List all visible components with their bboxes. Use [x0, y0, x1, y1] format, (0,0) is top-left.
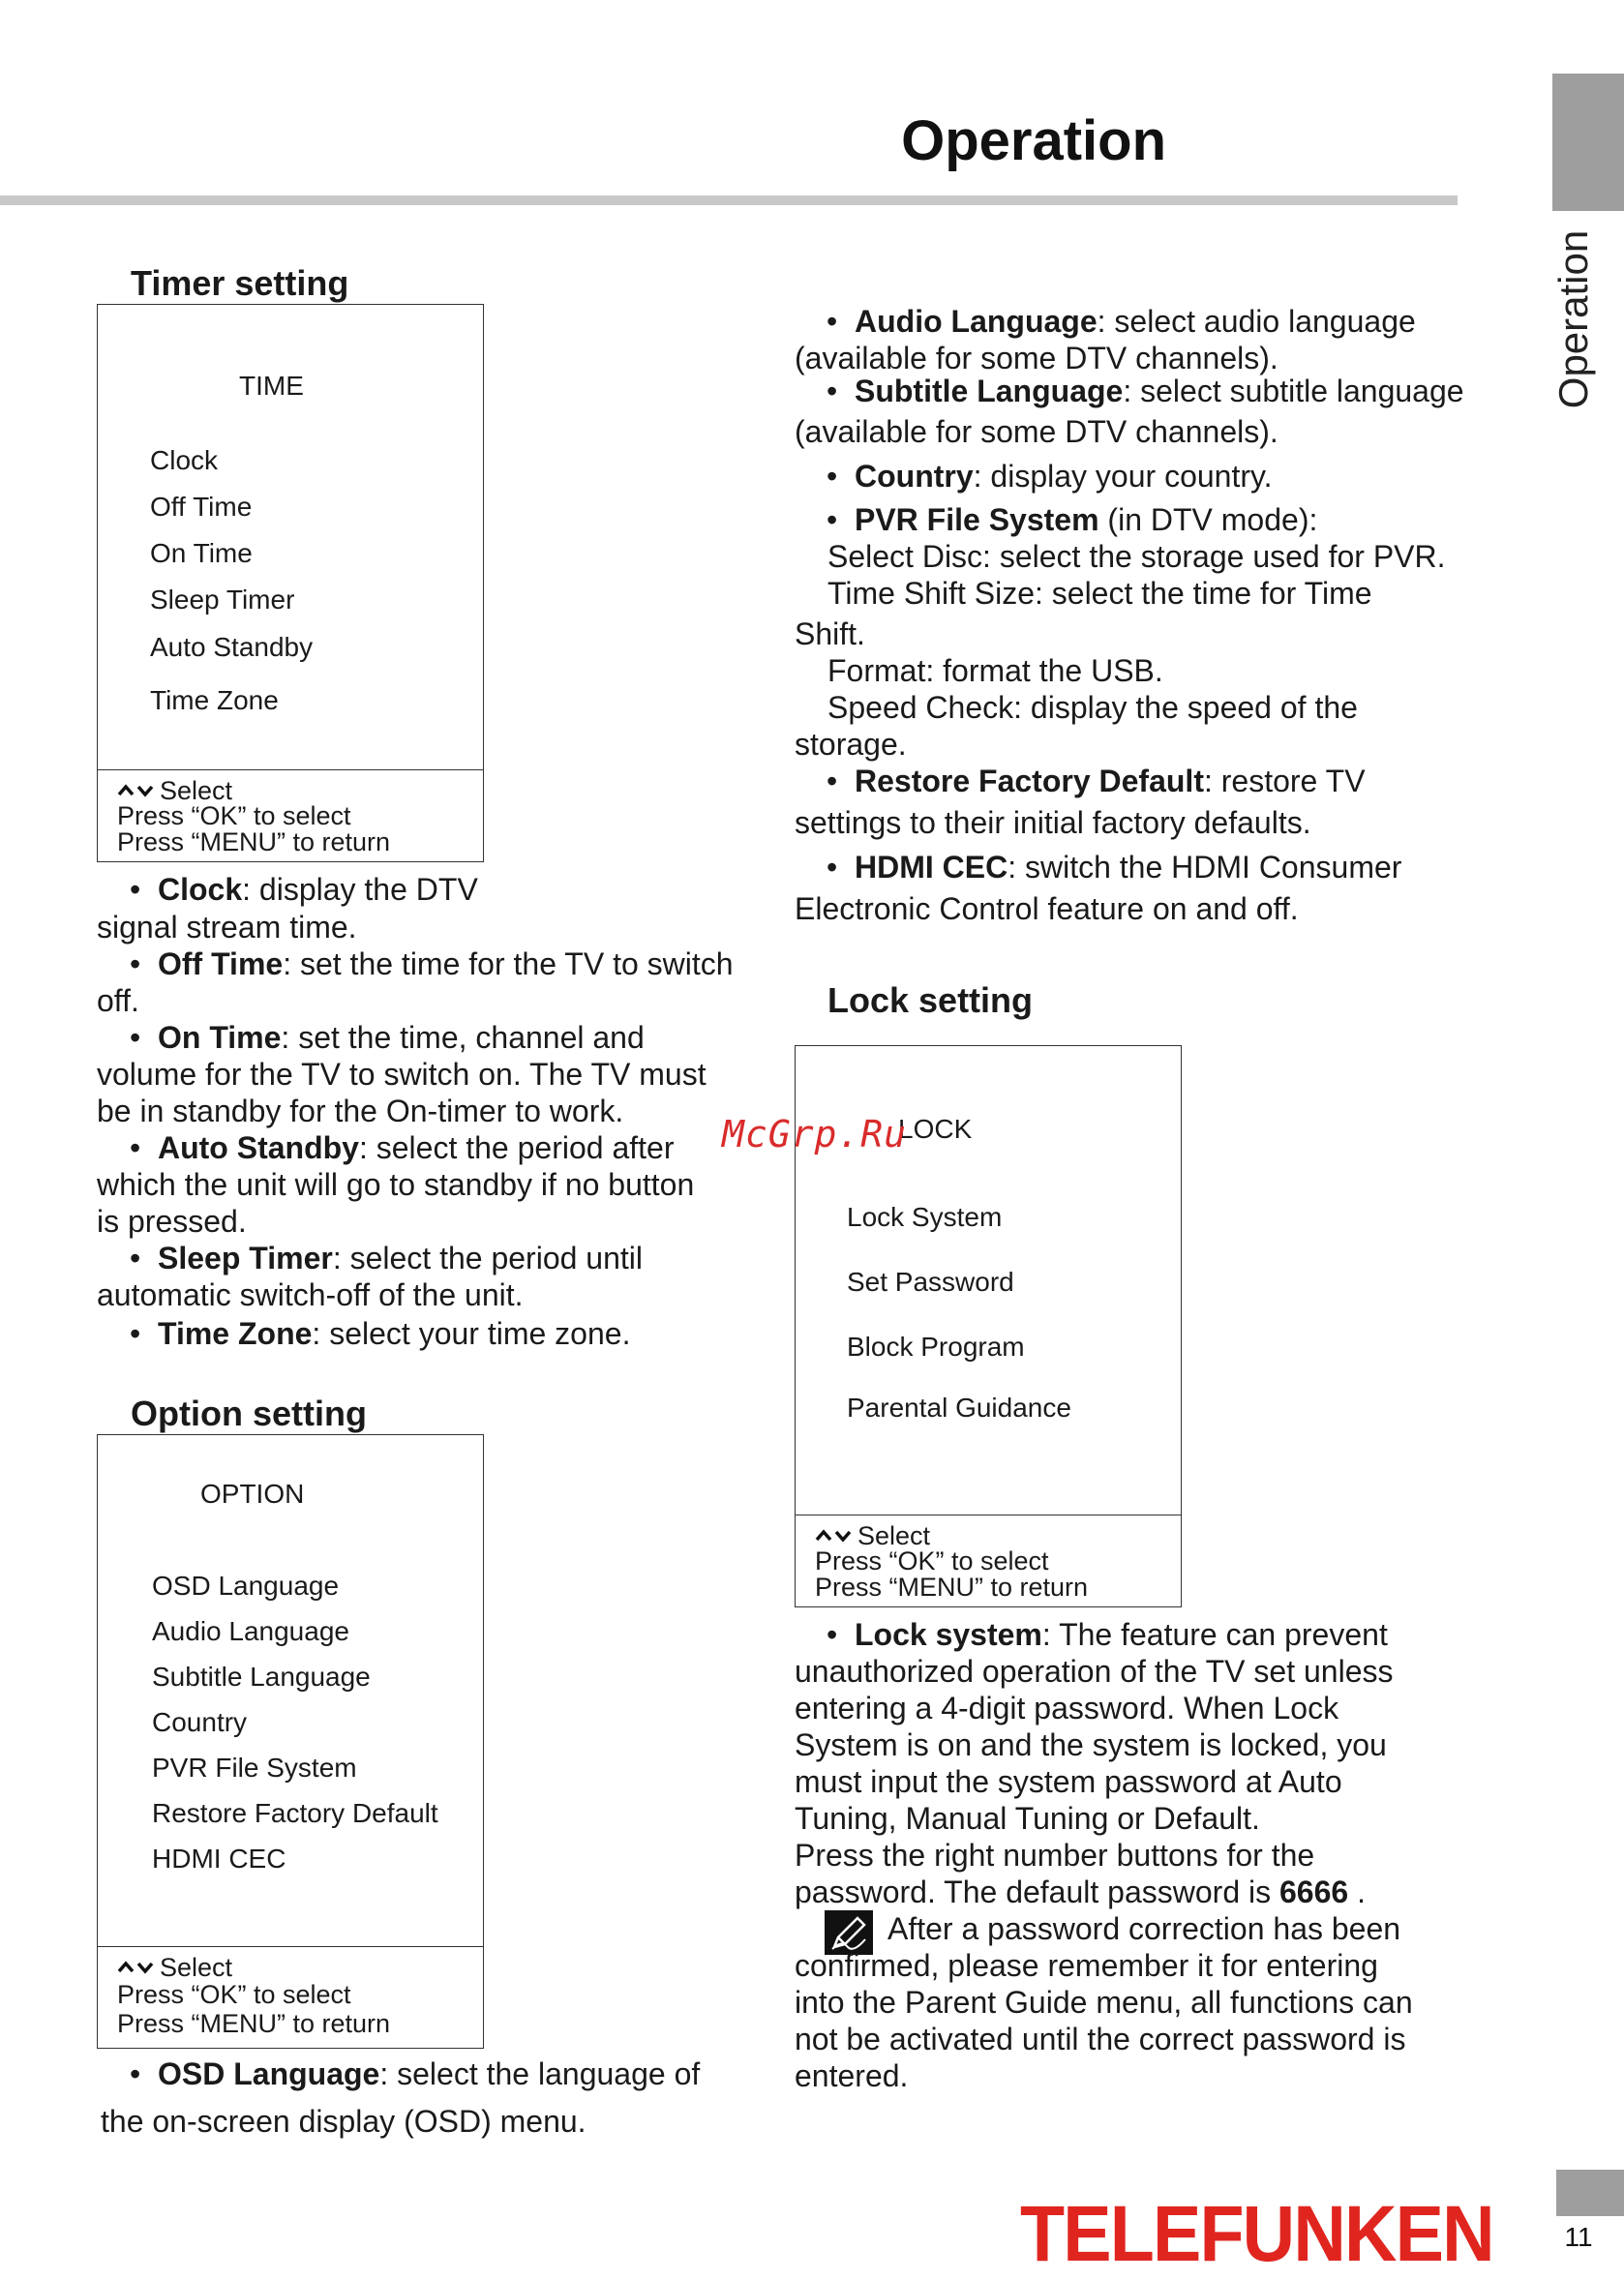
option-desc-line: • HDMI CEC: switch the HDMI Consumer: [827, 850, 1402, 885]
option-desc-line: (available for some DTV channels).: [795, 414, 1278, 449]
timer-menu-item: Clock: [150, 445, 219, 475]
timer-menu-item: Sleep Timer: [150, 585, 295, 615]
option-menu-footer: [98, 1946, 483, 2049]
option-menu-heading: OPTION: [200, 1479, 305, 1509]
lock-desc-line: System is on and the system is locked, you: [795, 1727, 1387, 1762]
option-desc-line: Shift.: [795, 616, 865, 651]
option-desc-line: Select Disc: select the storage used for PVR.: [827, 539, 1446, 574]
option-menu-item: OSD Language: [152, 1571, 340, 1601]
side-tab-marker: [1552, 74, 1624, 211]
menu-hint: Press “MENU” to return: [117, 2009, 391, 2038]
timer-desc-line: • Time Zone: select your time zone.: [130, 1316, 631, 1351]
timer-menu-item: On Time: [150, 538, 253, 568]
footer-tab-marker: [1556, 2170, 1624, 2216]
menu-hint: Press “MENU” to return: [117, 827, 391, 856]
lock-desc-line: confirmed, please remember it for entering: [795, 1948, 1378, 1983]
lock-desc-line: Tuning, Manual Tuning or Default.: [795, 1801, 1260, 1836]
lock-menu-item: Lock System: [847, 1202, 1003, 1232]
ok-hint: Press “OK” to select: [117, 801, 351, 830]
lock-desc-line: into the Parent Guide menu, all functions can: [795, 1985, 1413, 2020]
brand-logo: TELEFUNKEN: [1020, 2190, 1493, 2278]
lock-menu-footer: [796, 1515, 1181, 1607]
lock-section-title: Lock setting: [827, 980, 1034, 1020]
timer-desc-line: is pressed.: [97, 1204, 247, 1239]
lock-menu-item: Parental Guidance: [847, 1393, 1071, 1423]
timer-menu-box: [97, 304, 484, 862]
menu-hint: Press “MENU” to return: [815, 1573, 1089, 1602]
up-down-arrows-icon: [117, 782, 160, 799]
lock-desc-line: After a password correction has been: [887, 1911, 1401, 1946]
timer-desc-line: automatic switch-off of the unit.: [97, 1277, 524, 1312]
timer-menu-item: Auto Standby: [150, 632, 314, 662]
lock-menu-item: Set Password: [847, 1267, 1014, 1297]
lock-desc-line: password. The default password is 6666 .: [795, 1875, 1366, 1909]
option-desc-line: • Subtitle Language: select subtitle language: [827, 374, 1464, 408]
timer-desc-line: • Off Time: set the time for the TV to switch: [130, 946, 734, 981]
option-desc-line: the on-screen display (OSD) menu.: [101, 2104, 586, 2139]
lock-desc-line: must input the system password at Auto: [795, 1764, 1342, 1799]
option-desc-line: • OSD Language: select the language of: [130, 2056, 701, 2091]
option-desc-line: • Restore Factory Default: restore TV: [827, 764, 1366, 798]
header-rule: [0, 195, 1458, 205]
timer-desc-line: • Auto Standby: select the period after: [130, 1130, 675, 1165]
option-desc-line: settings to their initial factory defaults.: [795, 805, 1311, 840]
timer-desc-line: • Sleep Timer: select the period until: [130, 1241, 643, 1275]
page-number: 11: [1564, 2222, 1593, 2252]
option-desc-line: (available for some DTV channels).: [795, 341, 1278, 375]
lock-menu-item: Block Program: [847, 1332, 1025, 1362]
side-tab-label: Operation: [1550, 229, 1596, 409]
option-desc-line: • Audio Language: select audio language: [827, 304, 1416, 339]
lock-desc-line: • Lock system: The feature can prevent: [827, 1617, 1388, 1652]
option-menu-item: Audio Language: [152, 1616, 349, 1646]
option-desc-line: Format: format the USB.: [827, 653, 1163, 688]
select-hint: Select: [160, 776, 233, 805]
timer-menu-heading: TIME: [239, 371, 304, 401]
timer-desc-line: • Clock: display the DTV: [130, 872, 478, 907]
lock-desc-line: unauthorized operation of the TV set unless: [795, 1654, 1394, 1689]
page-title: Operation: [901, 109, 1166, 172]
timer-menu-item: Off Time: [150, 492, 253, 522]
timer-section-title: Timer setting: [131, 263, 349, 303]
timer-desc-line: volume for the TV to switch on. The TV must: [97, 1057, 707, 1092]
lock-desc-line: Press the right number buttons for the: [795, 1838, 1315, 1873]
option-menu-item: Country: [152, 1707, 248, 1737]
watermark: McGrp.Ru: [722, 1113, 908, 1155]
option-menu-item: Restore Factory Default: [152, 1798, 438, 1828]
timer-desc-line: signal stream time.: [97, 910, 357, 945]
select-hint: Select: [857, 1521, 931, 1550]
option-desc-line: • PVR File System (in DTV mode):: [827, 502, 1318, 537]
option-menu-box: [97, 1434, 484, 2049]
option-desc-line: Electronic Control feature on and off.: [795, 891, 1299, 926]
option-desc-line: storage.: [795, 727, 907, 762]
timer-desc-line: which the unit will go to standby if no button: [97, 1167, 695, 1202]
up-down-arrows-icon: [117, 1959, 160, 1976]
lock-desc-line: entering a 4-digit password. When Lock: [795, 1691, 1339, 1725]
timer-menu-footer: [98, 769, 483, 862]
lock-desc-line: not be activated until the correct password is: [795, 2022, 1406, 2056]
timer-menu-item: Time Zone: [150, 685, 279, 715]
option-desc-line: Speed Check: display the speed of the: [827, 690, 1358, 725]
lock-desc-line: entered.: [795, 2058, 909, 2093]
option-menu-item: HDMI CEC: [152, 1844, 286, 1874]
ok-hint: Press “OK” to select: [815, 1546, 1049, 1575]
timer-desc-line: off.: [97, 983, 139, 1018]
option-desc-line: Time Shift Size: select the time for Time: [827, 576, 1372, 611]
option-menu-item: Subtitle Language: [152, 1662, 371, 1692]
option-desc-line: • Country: display your country.: [827, 459, 1273, 494]
timer-desc-line: be in standby for the On-timer to work.: [97, 1094, 624, 1128]
ok-hint: Press “OK” to select: [117, 1980, 351, 2009]
select-hint: Select: [160, 1953, 233, 1982]
timer-desc-line: • On Time: set the time, channel and: [130, 1020, 645, 1055]
lock-menu-heading: LOCK: [898, 1114, 973, 1144]
option-section-title: Option setting: [131, 1394, 367, 1433]
option-menu-item: PVR File System: [152, 1753, 357, 1783]
up-down-arrows-icon: [815, 1527, 857, 1545]
